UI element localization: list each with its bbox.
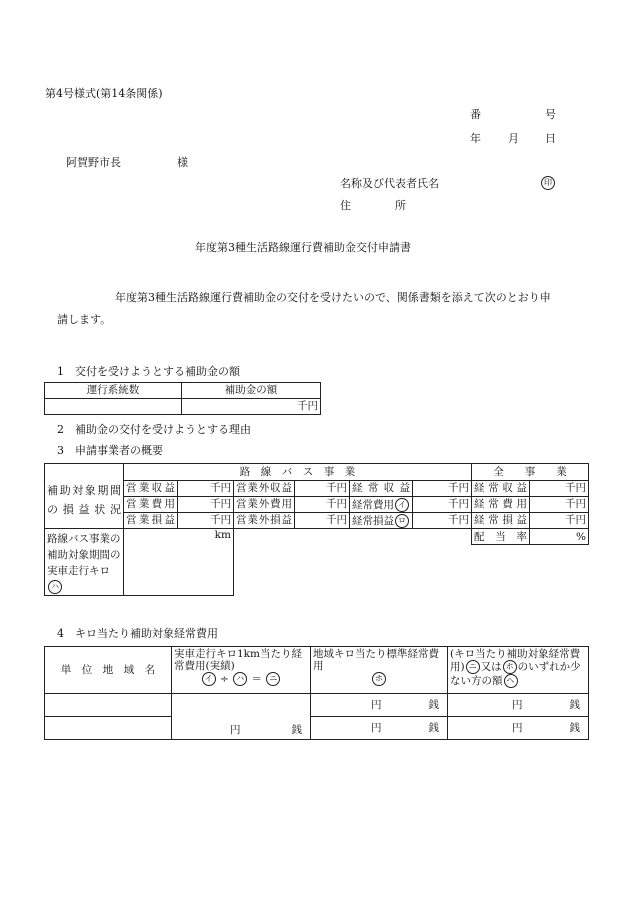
r3-label-3 — [350, 513, 413, 529]
col-route-count: 運行系統数 — [45, 383, 182, 399]
r2-label-2: 営業外費用 — [234, 497, 295, 513]
date-year: 年 — [470, 132, 481, 145]
km-label — [45, 529, 124, 596]
col-actual-cost — [172, 647, 311, 694]
km-value-cell: km — [124, 529, 234, 596]
date-day: 日 — [545, 132, 556, 145]
circle-ni-icon: ニ — [466, 660, 480, 674]
formula-ni-icon: ニ — [266, 672, 280, 686]
col-unit-area: 単 位 地 域 名 — [45, 647, 172, 694]
formula-i-icon: イ — [202, 672, 216, 686]
r2-value-3: 千円 — [413, 497, 472, 513]
section1-heading: 1 交付を受けようとする補助金の額 — [57, 365, 240, 378]
actual-cost-yen: 円 — [230, 723, 241, 736]
blank-area-2 — [472, 545, 589, 596]
standard-cost-value-2 — [311, 717, 448, 740]
standard-sen-1: 銭 — [428, 698, 439, 711]
r1-value-2: 千円 — [295, 481, 350, 497]
subsidy-cost-value-2 — [448, 717, 589, 740]
standard-cost-value-1 — [311, 694, 448, 717]
col-subsidy-cost — [448, 647, 589, 694]
overview-corner — [45, 464, 124, 481]
header-route-bus: 路 線 バ ス 事 業 — [124, 464, 472, 481]
profit-status-label: 補助対象期間の損益状況 — [45, 481, 124, 529]
col-subsidy-amount: 補助金の額 — [182, 383, 321, 399]
number-go: 号 — [545, 108, 556, 121]
standard-cost-label: 地域キロ当たり標準経常費用 — [313, 648, 439, 673]
r1-value-1: 千円 — [178, 481, 234, 497]
r1-label-2: 営業外収益 — [234, 481, 295, 497]
subsidy-cost-post: のいずれか少ない方の額 — [450, 661, 581, 688]
date-month: 月 — [508, 132, 519, 145]
form-number: 第4号様式(第14条関係) — [45, 87, 163, 100]
standard-sen-2: 銭 — [428, 721, 439, 734]
r3-value-3: 千円 — [413, 513, 472, 529]
r2-value-4: 千円 — [530, 497, 589, 513]
r3-value-2: 千円 — [295, 513, 350, 529]
r1-value-4: 千円 — [530, 481, 589, 497]
route-count-cell — [45, 399, 182, 415]
r3-label-4: 経常損益 — [472, 513, 530, 529]
r3-label-2: 営業外損益 — [234, 513, 295, 529]
r3-value-1: 千円 — [178, 513, 234, 529]
subsidy-sen-1: 銭 — [569, 698, 580, 711]
applicant-address-label: 住 所 — [340, 199, 406, 212]
standard-yen-2: 円 — [371, 721, 382, 734]
header-all-business: 全 事 業 — [472, 464, 589, 481]
r3-label-1: 営業損益 — [124, 513, 178, 529]
circle-i-icon: イ — [395, 498, 409, 512]
subsidy-amount-table — [44, 382, 321, 415]
addressee-name: 阿賀野市長 — [66, 156, 121, 169]
km-label-text: 路線バス事業の補助対象期間の実車走行キロ — [47, 533, 121, 577]
subsidy-sen-2: 銭 — [569, 721, 580, 734]
document-title: 年度第3種生活路線運行費補助金交付申請書 — [195, 241, 411, 254]
r2-label-3 — [350, 497, 413, 513]
subsidy-cost-pre: (キロ当たり補助対象経常費用) — [450, 648, 581, 674]
r1-label-3: 経常収益 — [350, 481, 413, 497]
addressee-sama: 様 — [177, 156, 188, 169]
circle-ro-icon: ロ — [395, 514, 409, 528]
body-line-1: 年度第3種生活路線運行費補助金の交付を受けたいので、関係書類を添えて次のとおり申 — [115, 291, 551, 304]
number-ban: 番 — [470, 108, 481, 121]
dividend-value: % — [530, 529, 589, 545]
r2-label-1: 営業費用 — [124, 497, 178, 513]
r1-label-1: 営業収益 — [124, 481, 178, 497]
formula-ha-icon: ハ — [233, 672, 247, 686]
r2-label-4: 経常費用 — [472, 497, 530, 513]
applicant-name-label: 名称及び代表者氏名 — [340, 177, 439, 190]
operator-overview-table — [44, 463, 589, 596]
r2-value-1: 千円 — [178, 497, 234, 513]
ordinary-cost-label: 経常費用 — [352, 498, 394, 511]
subsidy-amount-cell: 千円 — [182, 399, 321, 415]
circle-he-icon: ヘ — [504, 674, 518, 688]
blank-area — [234, 529, 472, 596]
subsidy-cost-mid: 又は — [480, 661, 502, 674]
actual-cost-value — [172, 694, 311, 740]
section4-heading: 4 キロ当たり補助対象経常費用 — [57, 627, 218, 640]
formula — [174, 672, 308, 686]
r1-label-4: 経常収益 — [472, 481, 530, 497]
circle-ho-icon: ホ — [372, 672, 386, 686]
ordinary-profit-label: 経常損益 — [352, 514, 394, 527]
subsidy-yen-1: 円 — [512, 698, 523, 711]
section2-heading: 2 補助金の交付を受けようとする理由 — [57, 423, 251, 436]
col-standard-cost — [311, 647, 448, 694]
dividend-label: 配 当 率 — [472, 529, 530, 545]
r1-value-3: 千円 — [413, 481, 472, 497]
body-line-2: 請します。 — [57, 313, 112, 326]
circle-ha-icon: ハ — [48, 580, 62, 594]
r3-value-4: 千円 — [530, 513, 589, 529]
r2-value-2: 千円 — [295, 497, 350, 513]
subsidy-yen-2: 円 — [512, 721, 523, 734]
formula-div: ÷ — [220, 673, 229, 686]
subsidy-cost-value-1 — [448, 694, 589, 717]
actual-cost-label: 実車走行キロ1km当たり経常費用(実績) — [174, 648, 302, 673]
section3-heading: 3 申請事業者の概要 — [57, 444, 163, 457]
area-name-cell-2 — [45, 717, 172, 740]
area-name-cell-1 — [45, 694, 172, 717]
seal-icon: 印 — [541, 176, 555, 190]
per-km-cost-table — [44, 646, 589, 740]
actual-cost-sen: 銭 — [291, 723, 302, 736]
standard-yen-1: 円 — [371, 698, 382, 711]
circle-ho-icon-2: ホ — [503, 660, 517, 674]
formula-eq: ＝ — [251, 673, 262, 686]
